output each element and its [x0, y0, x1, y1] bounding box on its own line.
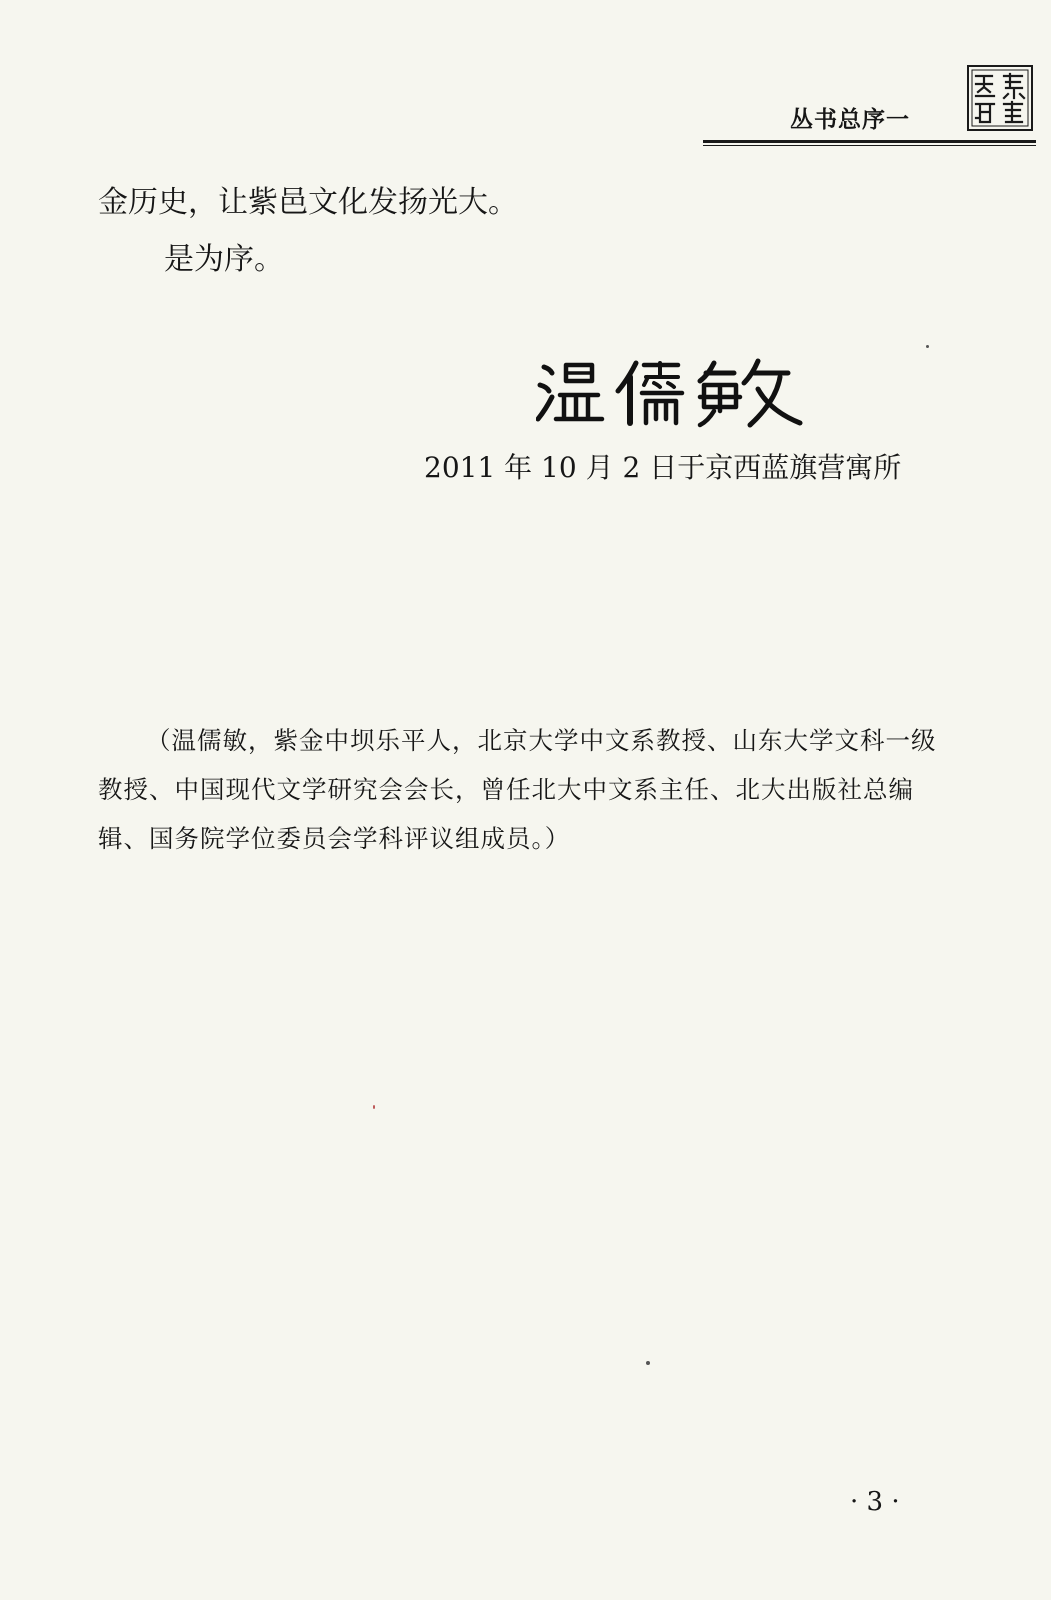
author-note [98, 716, 938, 863]
running-header-title: 丛书总序一 [790, 107, 910, 133]
paper-speck [646, 1361, 650, 1365]
seal-stamp-icon [966, 64, 1034, 132]
author-note-text: （温儒敏，紫金中坝乐平人，北京大学中文系教授、山东大学文科一级教授、中国现代文学研究会会长，曾任北大中文系主任、北大出版社总编辑、国务院学位委员会学科评议组成员。） [98, 726, 937, 853]
paper-speck [373, 1105, 375, 1109]
header-rule [703, 140, 1036, 143]
closing-text: 是为序。 [164, 242, 284, 277]
header-rule-thin [703, 145, 1036, 146]
page-number: · 3 · [850, 1487, 900, 1517]
handwritten-signature [536, 355, 806, 430]
body-text-line: 金历史，让紫邑文化发扬光大。 [98, 185, 518, 220]
date-location-line: 2011 年 10 月 2 日于京西蓝旗营寓所 [424, 451, 902, 484]
paper-speck [926, 345, 929, 348]
